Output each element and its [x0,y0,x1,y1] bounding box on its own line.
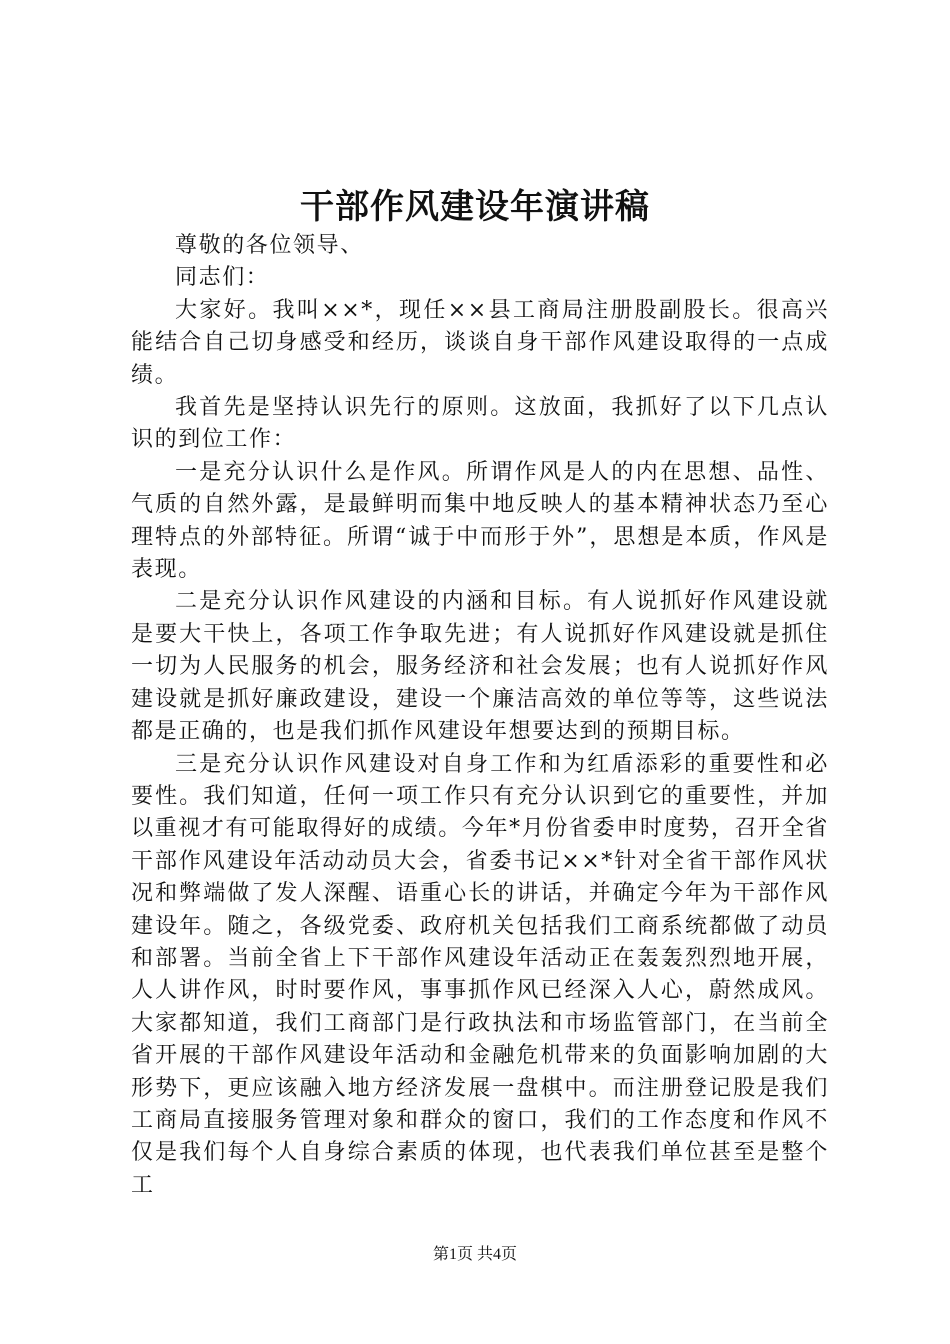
body-paragraph-point-3: 三是充分认识作风建设对自身工作和为红盾添彩的重要性和必要性。我们知道，任何一项工作只有充分认识到它的重要性，并加以重视才有可能取得好的成绩。今年*月份省委申时度势，召开全省干部作风建设年活动动员大会，省委书记××*针对全省干部作风状况和弊端做了发人深醒、语重心长的讲话，并确定今年为干部作风建设年。随之，各级党委、政府机关包括我们工商系统都做了动员和部署。当前全省上下干部作风建设年活动正在轰轰烈烈地开展，人人讲作风，时时要作风，事事抓作风已经深入人心，蔚然成风。大家都知道，我们工商部门是行政执法和市场监管部门，在当前全省开展的干部作风建设年活动和金融危机带来的负面影响加剧的大形势下，更应该融入地方经济发展一盘棋中。而注册登记股是我们工商局直接服务管理对象和群众的窗口，我们的工作态度和作风不仅是我们每个人自身综合素质的体现，也代表我们单位甚至是整个工 [131,751,829,1198]
body-paragraph-principle: 我首先是坚持认识先行的原则。这放面，我抓好了以下几点认识的到位工作： [131,395,829,453]
document-body [131,230,829,1202]
body-paragraph-intro: 大家好。我叫××*，现任××县工商局注册股副股长。很高兴能结合自己切身感受和经历，谈谈自身干部作风建设取得的一点成绩。 [131,297,829,388]
salutation-line-2: 同志们： [175,265,270,291]
body-paragraph-point-1: 一是充分认识什么是作风。所谓作风是人的内在思想、品性、气质的自然外露，是最鲜明而集中地反映人的基本精神状态乃至心理特点的外部特征。所谓“诚于中而形于外”，思想是本质，作风是表现。 [131,459,829,583]
body-paragraph-point-2: 二是充分认识作风建设的内涵和目标。有人说抓好作风建设就是要大干快上，各项工作争取先进；有人说抓好作风建设就是抓住一切为人民服务的机会，服务经济和社会发展；也有人说抓好作风建设就是抓好廉政建设，建设一个廉洁高效的单位等等，这些说法都是正确的，也是我们抓作风建设年想要达到的预期目标。 [131,589,829,745]
salutation-line-1: 尊敬的各位领导、 [175,233,364,258]
document-title: 干部作风建设年演讲稿 [300,187,650,227]
page-footer: 第1页 共4页 [432,1246,517,1263]
